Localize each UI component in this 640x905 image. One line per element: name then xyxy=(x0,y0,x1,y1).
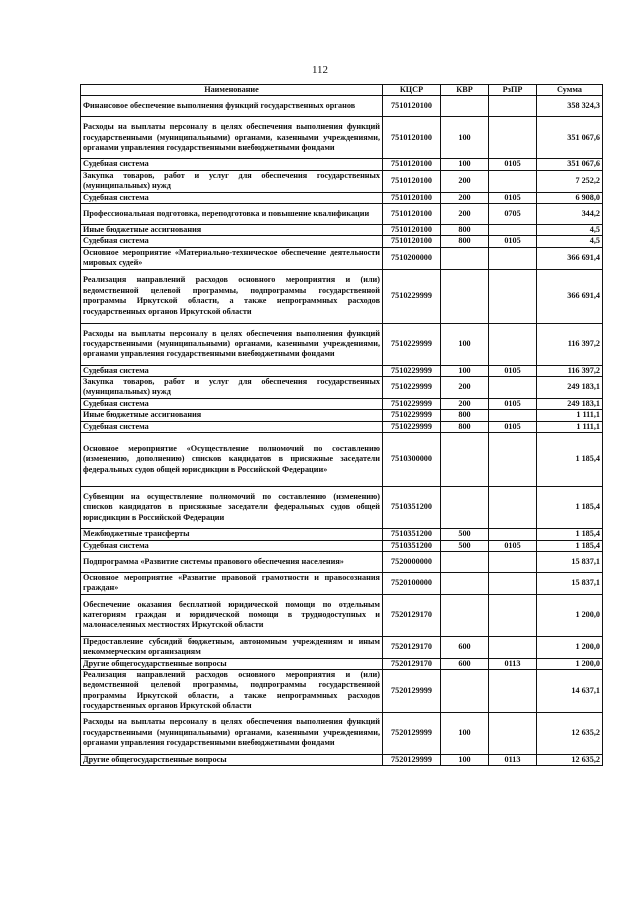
row-kcsr: 7510120100 xyxy=(383,117,441,159)
row-sum: 358 324,3 xyxy=(537,96,603,117)
row-kcsr: 7510120100 xyxy=(383,170,441,192)
row-kcsr: 7510120100 xyxy=(383,204,441,225)
row-kvr: 800 xyxy=(441,410,489,421)
row-name: Судебная система xyxy=(81,421,383,432)
table-row xyxy=(81,712,603,754)
table-row xyxy=(81,433,603,487)
row-kcsr: 7510120100 xyxy=(383,236,441,247)
table-row xyxy=(81,236,603,247)
table-row xyxy=(81,540,603,551)
row-name: Закупка товаров, работ и услуг для обеспечения государственных (муниципальных) нужд xyxy=(81,377,383,399)
row-kvr: 500 xyxy=(441,529,489,540)
row-rzpr xyxy=(489,225,537,236)
row-rzpr: 0105 xyxy=(489,236,537,247)
row-kcsr: 7510351200 xyxy=(383,540,441,551)
table-row xyxy=(81,572,603,594)
row-rzpr xyxy=(489,551,537,572)
row-name: Расходы на выплаты персоналу в целях обеспечения выполнения функций государственными (муниципальными) органами, казенными учреждениями, органами управления государственными внебюджетными фондами xyxy=(81,323,383,365)
row-kvr xyxy=(441,96,489,117)
row-kvr: 800 xyxy=(441,236,489,247)
row-kcsr: 7510229999 xyxy=(383,365,441,376)
row-rzpr xyxy=(489,323,537,365)
row-kcsr: 7510120100 xyxy=(383,159,441,170)
row-rzpr: 0705 xyxy=(489,204,537,225)
page-number: 112 xyxy=(311,64,329,76)
table-row xyxy=(81,204,603,225)
header-kvr: КВР xyxy=(441,85,489,96)
table-row xyxy=(81,594,603,636)
row-sum: 1 200,0 xyxy=(537,658,603,669)
row-kcsr: 7520129170 xyxy=(383,594,441,636)
row-name: Реализация направлений расходов основного мероприятия и (или) ведомственной целевой программы, подпрограммы государственной программы Иркутской области, а также непрограммных расходов государственных органов Иркутской области xyxy=(81,669,383,712)
table-row xyxy=(81,636,603,658)
row-name: Обеспечение оказания бесплатной юридической помощи по отдельным категориям граждан и юридической помощи в труднодоступных и малонаселенных местностях Иркутской области xyxy=(81,594,383,636)
table-row xyxy=(81,269,603,323)
row-kvr xyxy=(441,551,489,572)
row-sum: 1 111,1 xyxy=(537,421,603,432)
row-kcsr: 7510351200 xyxy=(383,529,441,540)
row-rzpr xyxy=(489,170,537,192)
row-kvr: 200 xyxy=(441,192,489,203)
row-sum: 1 200,0 xyxy=(537,636,603,658)
row-kcsr: 7520129999 xyxy=(383,669,441,712)
table-row xyxy=(81,551,603,572)
row-rzpr: 0105 xyxy=(489,421,537,432)
row-name: Основное мероприятие «Осуществление полномочий по составлению (изменению, дополнению) списков кандидатов в присяжные заседатели федеральных судов общей юрисдикции в Российской Федерации» xyxy=(81,433,383,487)
table-row xyxy=(81,421,603,432)
row-rzpr xyxy=(489,669,537,712)
row-sum: 366 691,4 xyxy=(537,269,603,323)
row-rzpr xyxy=(489,572,537,594)
row-kcsr: 7520100000 xyxy=(383,572,441,594)
row-kcsr: 7510351200 xyxy=(383,487,441,529)
row-kvr: 200 xyxy=(441,204,489,225)
row-name: Иные бюджетные ассигнования xyxy=(81,410,383,421)
row-kvr xyxy=(441,433,489,487)
row-kvr xyxy=(441,269,489,323)
row-sum: 366 691,4 xyxy=(537,247,603,269)
row-kvr: 200 xyxy=(441,398,489,409)
row-kcsr: 7510229999 xyxy=(383,421,441,432)
row-rzpr: 0113 xyxy=(489,658,537,669)
row-rzpr: 0105 xyxy=(489,159,537,170)
row-name: Другие общегосударственные вопросы xyxy=(81,658,383,669)
row-rzpr xyxy=(489,377,537,399)
row-rzpr xyxy=(489,269,537,323)
row-rzpr xyxy=(489,487,537,529)
row-kvr: 600 xyxy=(441,636,489,658)
row-kcsr: 7510229999 xyxy=(383,398,441,409)
row-rzpr xyxy=(489,247,537,269)
table-row xyxy=(81,192,603,203)
row-sum: 1 200,0 xyxy=(537,594,603,636)
row-name: Основное мероприятие «Материально-техническое обеспечение деятельности мировых судей» xyxy=(81,247,383,269)
row-sum: 12 635,2 xyxy=(537,754,603,765)
row-rzpr: 0105 xyxy=(489,540,537,551)
table-row xyxy=(81,117,603,159)
row-kvr: 800 xyxy=(441,421,489,432)
row-rzpr: 0113 xyxy=(489,754,537,765)
row-sum: 344,2 xyxy=(537,204,603,225)
budget-table xyxy=(80,84,603,766)
row-sum: 1 185,4 xyxy=(537,540,603,551)
table-row xyxy=(81,377,603,399)
row-kvr xyxy=(441,487,489,529)
row-sum: 1 185,4 xyxy=(537,433,603,487)
row-kcsr: 7520129170 xyxy=(383,658,441,669)
table-row xyxy=(81,487,603,529)
row-kcsr: 7510300000 xyxy=(383,433,441,487)
row-name: Межбюджетные трансферты xyxy=(81,529,383,540)
table-row xyxy=(81,398,603,409)
header-sum: Сумма xyxy=(537,85,603,96)
row-name: Судебная система xyxy=(81,398,383,409)
row-rzpr xyxy=(489,410,537,421)
row-kvr: 100 xyxy=(441,159,489,170)
row-sum: 1 185,4 xyxy=(537,487,603,529)
header-name: Наименование xyxy=(81,85,383,96)
row-sum: 116 397,2 xyxy=(537,323,603,365)
row-kcsr: 7520000000 xyxy=(383,551,441,572)
row-kcsr: 7510229999 xyxy=(383,377,441,399)
row-rzpr xyxy=(489,117,537,159)
table-header xyxy=(81,85,603,96)
row-rzpr: 0105 xyxy=(489,192,537,203)
row-name: Подпрограмма «Развитие системы правового обеспечения населения» xyxy=(81,551,383,572)
row-kvr: 100 xyxy=(441,754,489,765)
row-kvr: 800 xyxy=(441,225,489,236)
header-kcsr: КЦСР xyxy=(383,85,441,96)
row-name: Профессиональная подготовка, переподготовка и повышение квалификации xyxy=(81,204,383,225)
table-row xyxy=(81,669,603,712)
row-rzpr xyxy=(489,712,537,754)
row-sum: 249 183,1 xyxy=(537,377,603,399)
table-row xyxy=(81,170,603,192)
row-rzpr: 0105 xyxy=(489,365,537,376)
table-row xyxy=(81,225,603,236)
row-kcsr: 7510229999 xyxy=(383,269,441,323)
row-sum: 7 252,2 xyxy=(537,170,603,192)
row-name: Основное мероприятие «Развитие правовой грамотности и правосознания граждан» xyxy=(81,572,383,594)
row-kvr: 100 xyxy=(441,323,489,365)
row-kcsr: 7520129170 xyxy=(383,636,441,658)
row-name: Судебная система xyxy=(81,159,383,170)
row-sum: 351 067,6 xyxy=(537,117,603,159)
row-rzpr xyxy=(489,636,537,658)
row-name: Расходы на выплаты персоналу в целях обеспечения выполнения функций государственными (муниципальными) органами, казенными учреждениями, органами управления государственными внебюджетными фондами xyxy=(81,117,383,159)
row-kvr: 500 xyxy=(441,540,489,551)
row-kvr: 100 xyxy=(441,117,489,159)
row-kvr xyxy=(441,572,489,594)
row-kvr: 600 xyxy=(441,658,489,669)
table-row xyxy=(81,658,603,669)
row-rzpr: 0105 xyxy=(489,398,537,409)
row-name: Реализация направлений расходов основного мероприятия и (или) ведомственной целевой программы, подпрограммы государственной программы Иркутской области, а также непрограммных расходов государственных органов Иркутской области xyxy=(81,269,383,323)
row-kvr: 100 xyxy=(441,365,489,376)
table-row xyxy=(81,529,603,540)
table-row xyxy=(81,365,603,376)
row-sum: 4,5 xyxy=(537,236,603,247)
row-sum: 14 637,1 xyxy=(537,669,603,712)
row-kcsr: 7510200000 xyxy=(383,247,441,269)
row-kcsr: 7510120100 xyxy=(383,192,441,203)
row-name: Субвенции на осуществление полномочий по составлению (изменению) списков кандидатов в присяжные заседатели федеральных судов общей юрисдикции в Российской Федерации xyxy=(81,487,383,529)
row-rzpr xyxy=(489,96,537,117)
row-sum: 6 908,0 xyxy=(537,192,603,203)
table-row xyxy=(81,96,603,117)
row-kcsr: 7510120100 xyxy=(383,225,441,236)
table-row xyxy=(81,323,603,365)
row-rzpr xyxy=(489,433,537,487)
row-sum: 116 397,2 xyxy=(537,365,603,376)
row-sum: 15 837,1 xyxy=(537,551,603,572)
row-name: Предоставление субсидий бюджетным, автономным учреждениям и иным некоммерческим организациям xyxy=(81,636,383,658)
row-kvr: 200 xyxy=(441,170,489,192)
row-kcsr: 7520129999 xyxy=(383,712,441,754)
row-kvr: 100 xyxy=(441,712,489,754)
row-kvr: 200 xyxy=(441,377,489,399)
row-kcsr: 7510229999 xyxy=(383,410,441,421)
table-row xyxy=(81,247,603,269)
row-sum: 351 067,6 xyxy=(537,159,603,170)
row-rzpr xyxy=(489,594,537,636)
row-sum: 1 185,4 xyxy=(537,529,603,540)
row-name: Судебная система xyxy=(81,236,383,247)
row-name: Судебная система xyxy=(81,192,383,203)
row-name: Расходы на выплаты персоналу в целях обеспечения выполнения функций государственными (муниципальными) органами, казенными учреждениями, органами управления государственными внебюджетными фондами xyxy=(81,712,383,754)
row-name: Финансовое обеспечение выполнения функций государственных органов xyxy=(81,96,383,117)
row-sum: 4,5 xyxy=(537,225,603,236)
table-row xyxy=(81,410,603,421)
row-sum: 15 837,1 xyxy=(537,572,603,594)
row-kvr xyxy=(441,669,489,712)
row-sum: 12 635,2 xyxy=(537,712,603,754)
row-name: Закупка товаров, работ и услуг для обеспечения государственных (муниципальных) нужд xyxy=(81,170,383,192)
row-sum: 1 111,1 xyxy=(537,410,603,421)
row-kcsr: 7510229999 xyxy=(383,323,441,365)
row-sum: 249 183,1 xyxy=(537,398,603,409)
row-name: Другие общегосударственные вопросы xyxy=(81,754,383,765)
table-row xyxy=(81,159,603,170)
table-body xyxy=(81,96,603,766)
row-name: Судебная система xyxy=(81,540,383,551)
header-rzpr: РзПР xyxy=(489,85,537,96)
row-kvr xyxy=(441,594,489,636)
row-name: Иные бюджетные ассигнования xyxy=(81,225,383,236)
row-kcsr: 7510120100 xyxy=(383,96,441,117)
row-name: Судебная система xyxy=(81,365,383,376)
row-rzpr xyxy=(489,529,537,540)
table-row xyxy=(81,754,603,765)
row-kvr xyxy=(441,247,489,269)
row-kcsr: 7520129999 xyxy=(383,754,441,765)
